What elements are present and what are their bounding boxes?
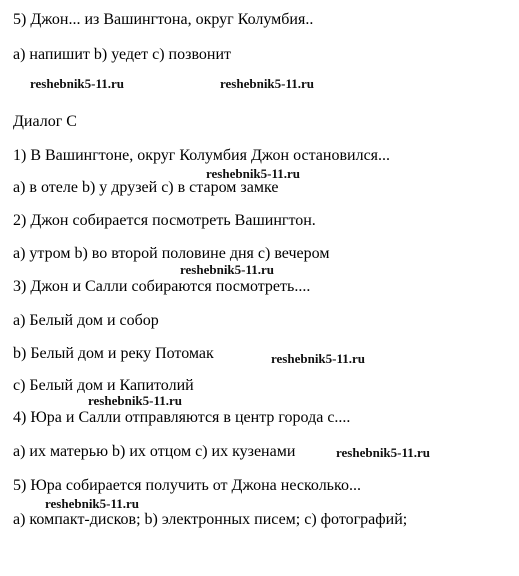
dialog-question-1: 1) В Вашингтоне, округ Колумбия Джон остановился... <box>13 147 391 164</box>
dialog-question-2: 2) Джон собирается посмотреть Вашингтон. <box>13 212 316 229</box>
watermark: reshebnik5-11.ru <box>206 166 301 181</box>
watermark: reshebnik5-11.ru <box>88 393 183 408</box>
dialog-heading: Диалог C <box>13 113 77 130</box>
question-5-text: 5) Джон... из Вашингтона, округ Колумбия.. <box>13 11 314 28</box>
dialog-question-5-options: a) компакт-дисков; b) электронных писем; c) фотографий; <box>13 511 408 528</box>
dialog-question-3-option-c: c) Белый дом и Капитолий <box>13 377 194 394</box>
dialog-question-1-options: a) в отеле b) у друзей c) в старом замке <box>13 179 279 196</box>
watermark: reshebnik5-11.ru <box>30 76 125 91</box>
dialog-question-3: 3) Джон и Салли собираются посмотреть.... <box>13 278 311 295</box>
dialog-question-5: 5) Юра собирается получить от Джона несколько... <box>13 477 361 494</box>
dialog-question-4: 4) Юра и Салли отправляются в центр города с.... <box>13 409 351 426</box>
watermark: reshebnik5-11.ru <box>45 496 140 511</box>
dialog-question-2-options: a) утром b) во второй половине дня c) вечером <box>13 245 330 262</box>
watermark: reshebnik5-11.ru <box>336 445 431 460</box>
dialog-question-4-options: a) их матерью b) их отцом c) их кузенами <box>13 443 296 460</box>
dialog-question-3-option-b: b) Белый дом и реку Потомак <box>13 345 214 362</box>
watermark: reshebnik5-11.ru <box>271 351 366 366</box>
dialog-question-3-option-a: a) Белый дом и собор <box>13 312 159 329</box>
watermark: reshebnik5-11.ru <box>220 76 315 91</box>
question-5-options: a) напишит b) уедет c) позвонит <box>13 46 231 63</box>
watermark: reshebnik5-11.ru <box>180 262 275 277</box>
